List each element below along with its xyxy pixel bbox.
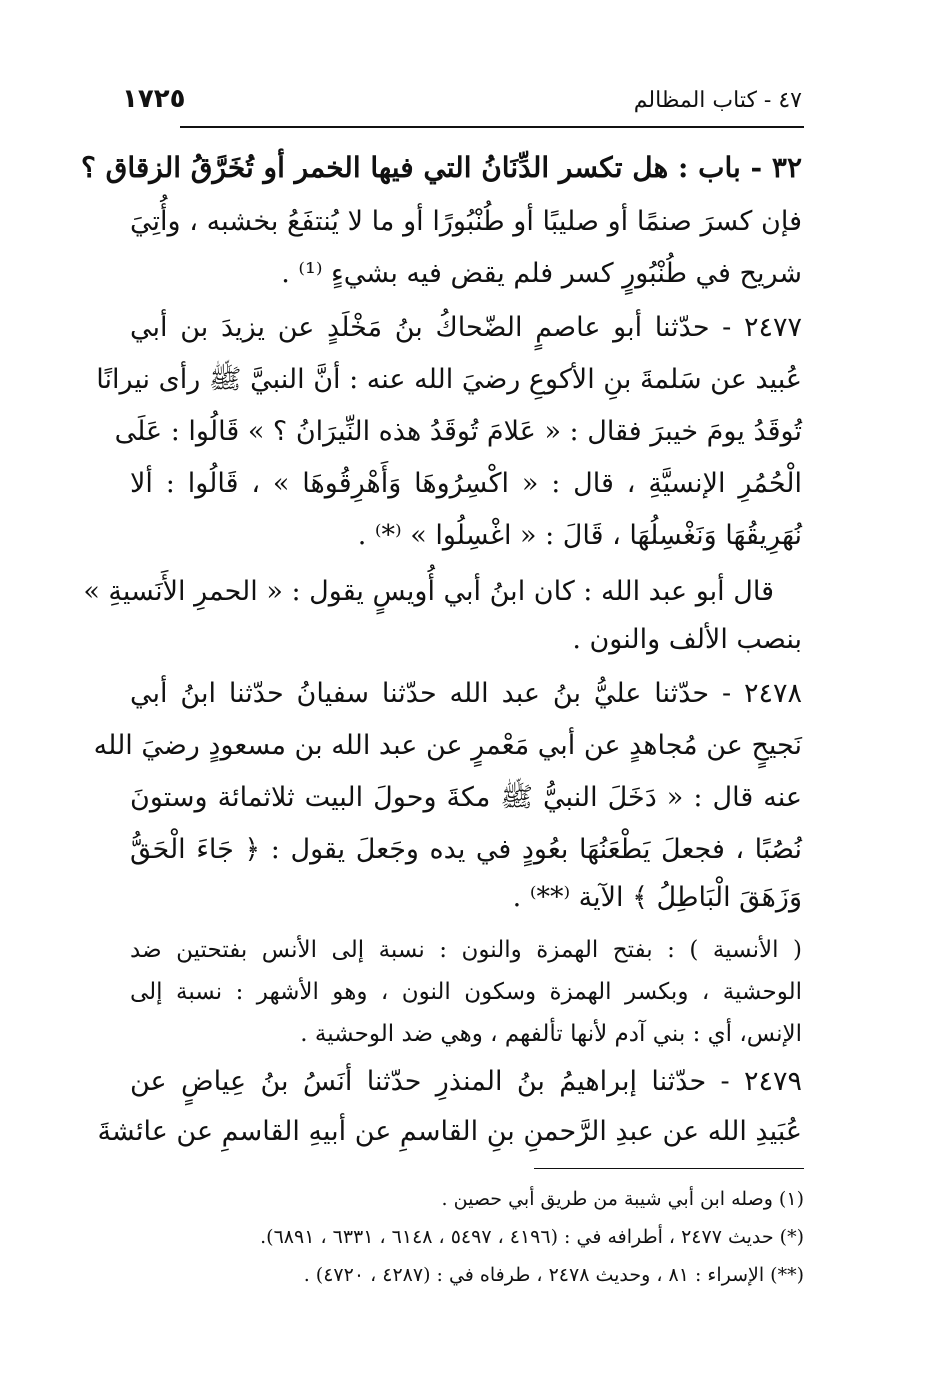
footnote: (١) وصله ابن أبي شيبة من طريق أبي حصين . xyxy=(441,1188,804,1210)
text-line: نُهَرِيقُهَا وَنَغْسِلُهَا ، قَالَ : « اغْسِلُوا » ⁽*⁾ . xyxy=(357,520,802,551)
text-line: قال أبو عبد الله : كان ابنُ أبي أُويسٍ يقول : « الحمرِ الأَنَسيةِ » xyxy=(83,576,774,607)
text-line: نُصُبًا ، فجعلَ يَطْعَنُهَا بعُودٍ في يده وجَعلَ يقول : ﴿ جَاءَ الْحَقُّ xyxy=(130,834,802,865)
chapter-heading: ٣٢ - باب : هل تكسر الدِّنَانُ التي فيها الخمر أو تُخَرَّقُ الزقاق ؟ xyxy=(81,151,802,184)
footnote-divider xyxy=(534,1168,804,1169)
note-line: الإنس، أي : بني آدم لأنها تألفهم ، وهي ضد الوحشية . xyxy=(300,1021,802,1047)
text-line: عُبَيدِ الله عن عبدِ الرَّحمنِ بنِ القاسمِ عن أبيهِ القاسمِ عن عائشةَ xyxy=(97,1116,802,1147)
hadith-opening-line: ٢٤٧٨ - حدّثنا عليُّ بنُ عبد الله حدّثنا سفيانُ حدّثنا ابنُ أبي xyxy=(130,678,802,709)
text-line: عنه قال : « دَخَلَ النبيُّ ﷺ مكةَ وحولَ البيت ثلاثمائة وستونَ xyxy=(130,782,802,813)
hadith-opening-line: ٢٤٧٧ - حدّثنا أبو عاصمٍ الضّحاكُ بنُ مَخْلَدٍ عن يزيدَ بن أبي xyxy=(130,312,802,343)
text-line: بنصب الألف والنون . xyxy=(572,624,802,655)
text-line: وَزَهَقَ الْبَاطِلُ ﴾ الآية ⁽**⁾ . xyxy=(512,882,802,913)
chapter-title: ٤٧ - كتاب المظالم xyxy=(633,88,802,113)
note-line: الوحشية ، وبكسر الهمزة وسكون النون ، وهو الأشهر : نسبة إلى xyxy=(130,979,802,1005)
footnote: (*) حديث ٢٤٧٧ ، أطرافه في : (٤١٩٦ ، ٥٤٩٧ ، ٦١٤٨ ، ٦٣٣١ ، ٦٨٩١). xyxy=(260,1226,804,1248)
hadith-opening-line: ٢٤٧٩ - حدّثنا إبراهيمُ بنُ المنذرِ حدّثنا أنَسُ بنُ عِياضٍ عن xyxy=(130,1066,802,1097)
note-line: ( الأنسية ) : بفتح الهمزة والنون : نسبة إلى الأنس بفتحتين ضد xyxy=(130,937,802,963)
page-header xyxy=(122,84,802,120)
header-divider xyxy=(180,126,804,128)
text-line: تُوقَدُ يومَ خيبرَ فقال : « عَلامَ تُوقَدُ هذه النِّيرَانُ ؟ » قَالُوا : عَلَى xyxy=(114,416,802,447)
text-line: الْحُمُرِ الإنسيَّةِ ، قال : « اكْسِرُوهَا وَأَهْرِقُوهَا » ، قَالُوا : ألا xyxy=(130,468,802,499)
text-line: نَجيحٍ عن مُجاهدٍ عن أبي مَعْمرٍ عن عبد الله بن مسعودٍ رضيَ الله xyxy=(93,730,802,761)
footnote: (**) الإسراء : ٨١ ، وحديث ٢٤٧٨ ، طرفاه في : (٤٢٨٧ ، ٤٧٢٠) . xyxy=(303,1264,804,1286)
page-number: ١٧٢٥ xyxy=(122,84,186,114)
text-line: فإن كسرَ صنمًا أو صليبًا أو طُنْبُورًا أو ما لا يُنتفَعُ بخشبه ، وأُتِيَ xyxy=(130,206,802,237)
text-line: شريح في طُنْبُورٍ كسر فلم يقض فيه بشيءٍ ⁽¹⁾ . xyxy=(281,258,802,289)
text-line: عُبيد عن سَلمةَ بنِ الأكوعِ رضيَ الله عنه : أنَّ النبيَّ ﷺ رأى نيرانًا xyxy=(96,364,802,395)
